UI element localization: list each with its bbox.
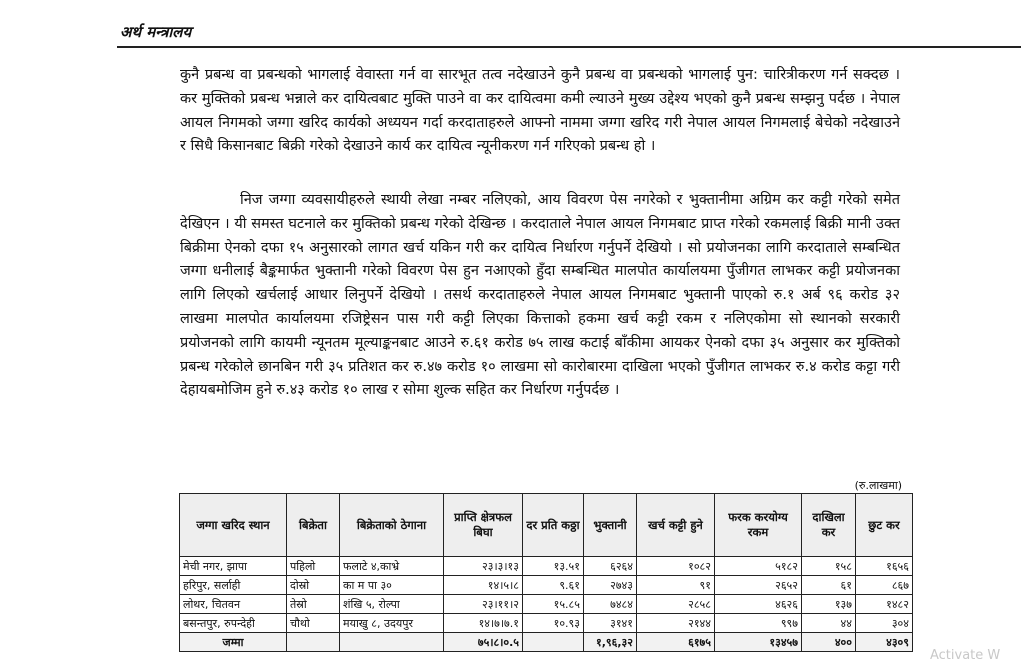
total-tax-paid: ४०० bbox=[802, 633, 856, 652]
cell-rate: १३.५१ bbox=[523, 557, 584, 576]
col-header-taxable-difference: फरक करयोग्य रकम bbox=[715, 494, 802, 557]
table-unit-label: (रु.लाखमा) bbox=[854, 479, 902, 492]
land-purchase-table bbox=[179, 493, 913, 652]
cell-seller: तेस्रो bbox=[287, 595, 340, 614]
cell-rate: ९.६१ bbox=[523, 576, 584, 595]
cell-location: हरिपुर, सर्लाही bbox=[180, 576, 287, 595]
col-header-tax-exempted: छुट कर bbox=[856, 494, 913, 557]
cell-tax-paid: ६१ bbox=[802, 576, 856, 595]
col-header-rate: दर प्रति कठ्ठा bbox=[523, 494, 584, 557]
cell-rate: १०.९३ bbox=[523, 614, 584, 633]
cell-tax-paid: १३७ bbox=[802, 595, 856, 614]
col-header-tax-paid: दाखिला कर bbox=[802, 494, 856, 557]
col-header-deductible-cost: खर्च कट्टी हुने bbox=[637, 494, 715, 557]
total-payment: १,९६,३२ bbox=[584, 633, 637, 652]
cell-tax-exempted: ३०४ bbox=[856, 614, 913, 633]
paragraph-1: कुनै प्रबन्ध वा प्रबन्धको भागलाई वेवास्ता गर्न वा सारभूत तत्व नदेखाउने कुनै प्रबन्ध वा प्रबन्धको भागलाई पुन: चारित्रीकरण गर्न सक्दछ । कर मुक्तिको प्रबन्ध भन्नाले कर दायित्वबाट मुक्ति पाउने वा कर दायित्वमा कमी ल्याउने मुख्य उद्देश्य भएको कुनै प्रबन्ध सम्झनु पर्दछ । नेपाल आयल निगमको जग्गा खरिद कार्यको अध्ययन गर्दा करदाताहरुले आफ्नो नाममा जग्गा खरिद गरी नेपाल आयल निगमलाई बेचेको नदेखाउने र सिधै किसानबाट बिक्री गरेको देखाउने कार्य कर दायित्व न्यूनीकरण गर्न गरिएको प्रबन्ध हो । bbox=[180, 67, 900, 155]
cell-payment: २७४३ bbox=[584, 576, 637, 595]
total-seller bbox=[287, 633, 340, 652]
cell-seller: चौथो bbox=[287, 614, 340, 633]
page-header bbox=[117, 22, 1021, 48]
total-rate bbox=[523, 633, 584, 652]
table-row bbox=[180, 595, 913, 614]
activation-watermark: Activate W bbox=[930, 648, 1001, 663]
col-header-seller: बिक्रेता bbox=[287, 494, 340, 557]
table-row bbox=[180, 614, 913, 633]
cell-deductible-cost: २१४४ bbox=[637, 614, 715, 633]
cell-tax-paid: ४४ bbox=[802, 614, 856, 633]
total-deductible-cost: ६१७५ bbox=[637, 633, 715, 652]
total-label: जम्मा bbox=[180, 633, 287, 652]
cell-taxable-difference: ४६२६ bbox=[715, 595, 802, 614]
cell-seller-address: मयाखु ८, उदयपुर bbox=[340, 614, 444, 633]
cell-location: मेची नगर, झापा bbox=[180, 557, 287, 576]
cell-area: २३।३।१३ bbox=[444, 557, 523, 576]
cell-deductible-cost: १०८२ bbox=[637, 557, 715, 576]
cell-tax-exempted: १६५६ bbox=[856, 557, 913, 576]
cell-location: बसन्तपुर, रुपन्देही bbox=[180, 614, 287, 633]
cell-rate: १५.८५ bbox=[523, 595, 584, 614]
cell-area: १४।५।८ bbox=[444, 576, 523, 595]
cell-tax-exempted: १४८२ bbox=[856, 595, 913, 614]
cell-taxable-difference: ९९७ bbox=[715, 614, 802, 633]
cell-tax-paid: १५८ bbox=[802, 557, 856, 576]
total-seller-address bbox=[340, 633, 444, 652]
cell-tax-exempted: ८६७ bbox=[856, 576, 913, 595]
cell-seller-address: शंखि ५, रोल्पा bbox=[340, 595, 444, 614]
total-area: ७५।८।०.५ bbox=[444, 633, 523, 652]
cell-deductible-cost: २८५८ bbox=[637, 595, 715, 614]
table-row bbox=[180, 557, 913, 576]
cell-taxable-difference: ५१८२ bbox=[715, 557, 802, 576]
table-header-row bbox=[180, 494, 913, 557]
col-header-seller-address: बिक्रेताको ठेगाना bbox=[340, 494, 444, 557]
table-total-row bbox=[180, 633, 913, 652]
col-header-payment: भुक्तानी bbox=[584, 494, 637, 557]
cell-area: १४।७।७.१ bbox=[444, 614, 523, 633]
cell-deductible-cost: ९१ bbox=[637, 576, 715, 595]
cell-seller-address: फलाटे ४,काभ्रे bbox=[340, 557, 444, 576]
col-header-location: जग्गा खरिद स्थान bbox=[180, 494, 287, 557]
cell-location: लोथर, चितवन bbox=[180, 595, 287, 614]
cell-area: २३।११।२ bbox=[444, 595, 523, 614]
cell-taxable-difference: २६५२ bbox=[715, 576, 802, 595]
cell-payment: ३१४१ bbox=[584, 614, 637, 633]
table-row bbox=[180, 576, 913, 595]
cell-seller: पहिलो bbox=[287, 557, 340, 576]
col-header-area: प्राप्ति क्षेत्रफल बिघा bbox=[444, 494, 523, 557]
page-header-title: अर्थ मन्त्रालय bbox=[120, 23, 192, 41]
total-tax-exempted: ४३०९ bbox=[856, 633, 913, 652]
total-taxable-difference: १३४५७ bbox=[715, 633, 802, 652]
cell-seller-address: का म पा ३० bbox=[340, 576, 444, 595]
paragraph-2: निज जग्गा व्यवसायीहरुले स्थायी लेखा नम्बर नलिएको, आय विवरण पेस नगरेको र भुक्तानीमा अग्रिम कर कट्टी गरेको समेत देखिएन । यी समस्त घटनाले कर मुक्तिको प्रबन्ध गरेको देखिन्छ । करदाताले नेपाल आयल निगमबाट प्राप्त गरेको रकमलाई बिक्री मानी उक्त बिक्रीमा ऐनको दफा १५ अनुसारको लागत खर्च यकिन गरी कर दायित्व निर्धारण गर्नुपर्ने देखियो । सो प्रयोजनका लागि करदाताले सम्बन्धित जग्गा धनीलाई बैङ्कमार्फत भुक्तानी गरेको विवरण पेस हुन नआएको हुँदा सम्बन्धित मालपोत कार्यालयमा पुँजीगत लाभकर कट्टी प्रयोजनका लागि लिएको खर्चलाई आधार लिनुपर्ने देखियो । तसर्थ करदाताहरुले नेपाल आयल निगमबाट भुक्तानी पाएको रु.१ अर्ब ९६ करोड ३२ लाखमा मालपोत कार्यालयमा रजिष्ट्रेसन पास गरी कट्टी लिएका कित्ताको हकमा खर्च कट्टी रकम र नलिएकोमा सो स्थानको सरकारी प्रयोजनको लागि कायमी न्यूनतम मूल्याङ्कनबाट आउने रु.६१ करोड ७५ लाख कटाई बाँकीमा आयकर ऐनको दफा ३५ अनुसार कर मुक्तिको प्रबन्ध गरेकोले छानबिन गरी ३५ प्रतिशत कर रु.४७ करोड १० लाखमा सो कारोबारमा दाखिला भएको पुँजीगत लाभकर रु.४ करोड कट्टा गरी देहायबमोजिम हुने रु.४३ करोड १० लाख र सोमा शुल्क सहित कर निर्धारण गर्नुपर्दछ । bbox=[180, 192, 900, 399]
cell-payment: ६२६४ bbox=[584, 557, 637, 576]
cell-seller: दोस्रो bbox=[287, 576, 340, 595]
cell-payment: ७४८४ bbox=[584, 595, 637, 614]
